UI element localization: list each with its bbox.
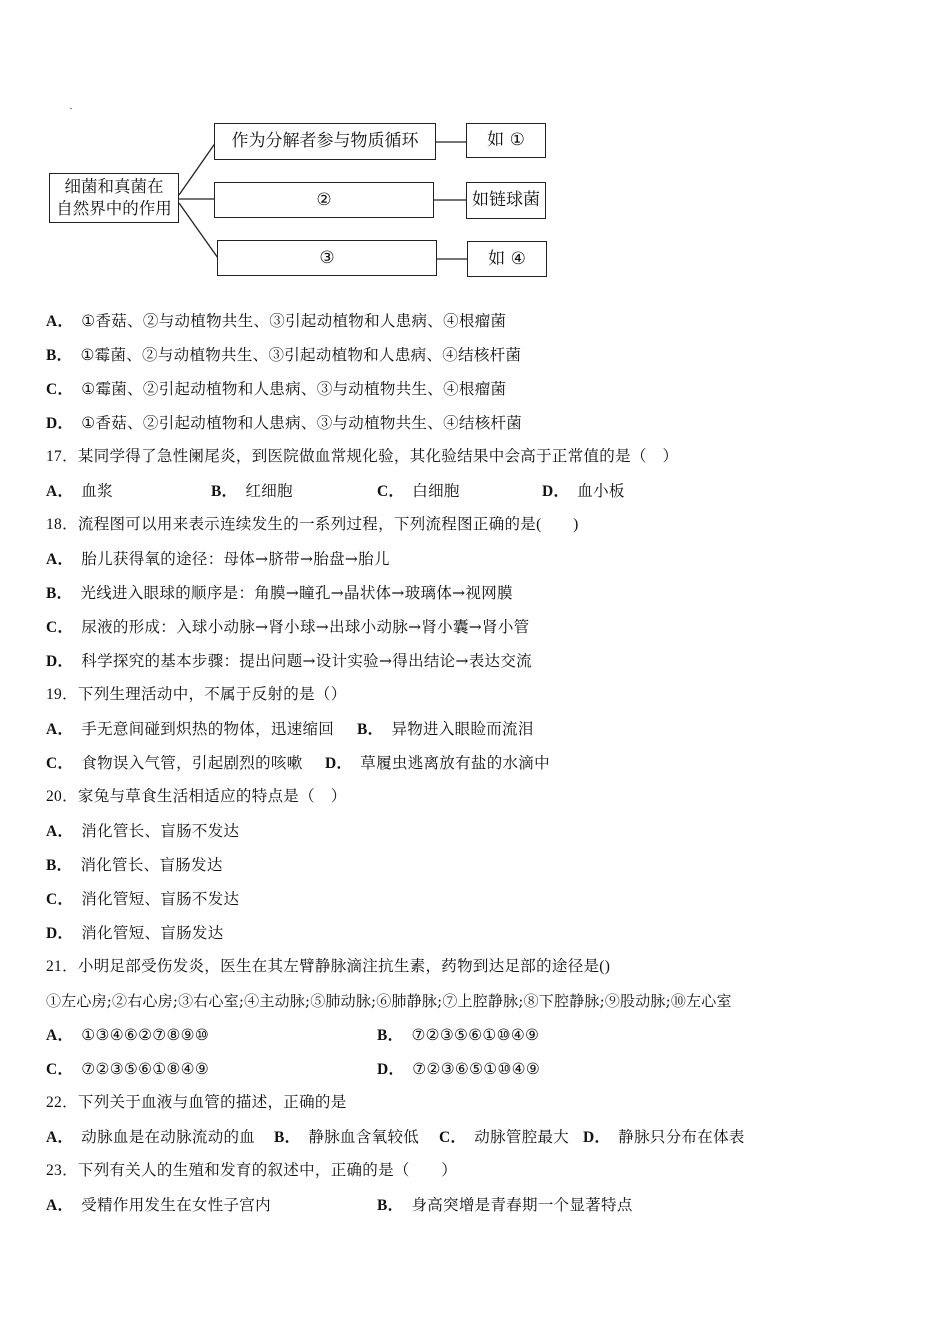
option-text: 消化管长、盲肠发达: [80, 856, 223, 874]
option-label: A．: [46, 1197, 74, 1214]
q16-option-b: [46, 345, 521, 366]
option-label: A．: [46, 313, 74, 330]
option-text: 异物进入眼睑而流泪: [391, 720, 534, 738]
option-text: 身高突增是青春期一个显著特点: [411, 1196, 633, 1214]
option-text: 受精作用发生在女性子宫内: [81, 1196, 271, 1214]
option-label: B．: [377, 1027, 404, 1044]
q19-stem: 19．下列生理活动中，不属于反射的是（）: [46, 686, 347, 703]
branch-role-box-2: [214, 182, 434, 218]
option-text: 血浆: [81, 482, 113, 500]
root-concept-line1: 细菌和真菌在: [64, 177, 164, 196]
option-text: 静脉只分布在体表: [618, 1128, 745, 1146]
q16-option-d: [46, 413, 522, 434]
q23-stem: 23．下列有关人的生殖和发育的叙述中，正确的是（ ）: [46, 1162, 458, 1179]
q21-option-d: [377, 1059, 540, 1080]
option-label: D．: [325, 755, 353, 772]
q20-option-a: [46, 821, 239, 842]
option-label: D．: [46, 653, 74, 670]
branch-example-box-1: [466, 123, 546, 158]
branch-role-box-3: [217, 240, 437, 276]
q21-option-c: [46, 1059, 209, 1080]
option-text: 消化管长、盲肠不发达: [81, 822, 240, 840]
q22-option-d: [583, 1127, 745, 1148]
q20-option-b: [46, 855, 223, 876]
q20-option-c: [46, 889, 239, 910]
branch-example-text: 如链球菌: [472, 190, 540, 211]
option-text: 手无意间碰到炽热的物体，迅速缩回: [81, 720, 335, 738]
option-label: B．: [211, 483, 238, 500]
option-label: B．: [357, 721, 384, 738]
branch-example-box-3: [467, 241, 547, 277]
option-text: ⑦②③⑥⑤①⑩④⑨: [412, 1060, 541, 1078]
option-label: A．: [46, 483, 74, 500]
option-text: 食物误入气管，引起剧烈的咳嗽: [81, 754, 303, 772]
q22-option-a: [46, 1127, 255, 1148]
option-text: 消化管短、盲肠不发达: [81, 890, 240, 908]
q19-option-b: [357, 719, 534, 740]
concept-diagram: [0, 0, 950, 300]
q17-option-a: [46, 481, 113, 502]
q19-option-d: [325, 753, 550, 774]
option-text: 光线进入眼球的顺序是：角膜→瞳孔→晶状体→玻璃体→视网膜: [80, 584, 513, 602]
q16-option-c: [46, 379, 506, 400]
option-label: D．: [377, 1061, 405, 1078]
option-label: A．: [46, 823, 74, 840]
q21-stem: 21．小明足部受伤发炎，医生在其左臂静脉滴注抗生素，药物到达足部的途径是(): [46, 958, 611, 975]
q17-stem: 17．某同学得了急性阑尾炎，到医院做血常规化验，其化验结果中会高于正常值的是（ ）: [46, 448, 679, 465]
option-text: ⑦②③⑤⑥①⑩④⑨: [411, 1026, 540, 1044]
q16-option-a: [46, 311, 506, 332]
option-label: A．: [46, 1129, 74, 1146]
connector-line-1: [179, 142, 216, 195]
branch-example-text: 如 ①: [487, 130, 525, 151]
option-label: B．: [46, 585, 73, 602]
option-text: 血小板: [577, 482, 625, 500]
option-text: 红细胞: [245, 482, 293, 500]
q23-option-b: [377, 1195, 633, 1216]
option-label: C．: [46, 891, 74, 908]
option-label: A．: [46, 1027, 74, 1044]
option-label: A．: [46, 551, 74, 568]
branch-example-text: 如 ④: [488, 248, 526, 269]
option-label: C．: [46, 1061, 74, 1078]
root-concept-box: [49, 173, 179, 223]
option-label: B．: [46, 347, 73, 364]
option-text: ①香菇、②与动植物共生、③引起动植物和人患病、④根瘤菌: [81, 312, 507, 330]
branch-role-text: 作为分解者参与物质循环: [231, 131, 419, 152]
option-text: 草履虫逃离放有盐的水滴中: [360, 754, 550, 772]
option-label: C．: [46, 755, 74, 772]
option-label: C．: [46, 619, 74, 636]
option-label: C．: [377, 483, 405, 500]
option-text: 胎儿获得氧的途径：母体→脐带→胎盘→胎儿: [81, 550, 390, 568]
option-label: D．: [542, 483, 570, 500]
root-concept-line2: 自然界中的作用: [56, 199, 172, 218]
q19-option-c: [46, 753, 303, 774]
q17-option-c: [377, 481, 460, 502]
q21-option-b: [377, 1025, 539, 1046]
q19-option-a: [46, 719, 334, 740]
q20-option-d: [46, 923, 224, 944]
q23-option-a: [46, 1195, 271, 1216]
connector-line-3: [179, 203, 218, 258]
q21-option-a: [46, 1025, 209, 1046]
branch-role-box-1: [214, 123, 436, 160]
option-label: B．: [377, 1197, 404, 1214]
option-label: D．: [46, 415, 74, 432]
q22-option-b: [274, 1127, 419, 1148]
q22-stem: 22．下列关于血液与血管的描述，正确的是: [46, 1094, 347, 1111]
branch-example-box-2: [466, 182, 546, 219]
q17-option-d: [542, 481, 625, 502]
option-text: 动脉管腔最大: [474, 1128, 570, 1146]
option-label: D．: [583, 1129, 611, 1146]
q18-stem: 18．流程图可以用来表示连续发生的一系列过程，下列流程图正确的是( ): [46, 516, 579, 533]
option-text: ①霉菌、②与动植物共生、③引起动植物和人患病、④结核杆菌: [80, 346, 522, 364]
q21-legend: ①左心房;②右心房;③右心室;④主动脉;⑤肺动脉;⑥肺静脉;⑦上腔静脉;⑧下腔静脉;⑨股动脉;⑩左心室: [46, 992, 732, 1010]
q18-option-d: [46, 651, 532, 672]
option-text: ⑦②③⑤⑥①⑧④⑨: [81, 1060, 210, 1078]
q18-option-b: [46, 583, 513, 604]
q20-stem: 20．家兔与草食生活相适应的特点是（ ）: [46, 788, 347, 805]
option-text: 尿液的形成：入球小动脉→肾小球→出球小动脉→肾小囊→肾小管: [81, 618, 530, 636]
option-text: 白细胞: [412, 482, 460, 500]
option-text: ①霉菌、②引起动植物和人患病、③与动植物共生、④根瘤菌: [81, 380, 507, 398]
q17-option-b: [211, 481, 293, 502]
option-label: D．: [46, 925, 74, 942]
branch-role-text: ③: [319, 247, 335, 268]
q18-option-c: [46, 617, 529, 638]
option-text: 静脉血含氧较低: [308, 1128, 420, 1146]
option-label: A．: [46, 721, 74, 738]
option-label: C．: [439, 1129, 467, 1146]
option-label: C．: [46, 381, 74, 398]
option-text: 科学探究的基本步骤：提出问题→设计实验→得出结论→表达交流: [81, 652, 532, 670]
option-text: ①香菇、②引起动植物和人患病、③与动植物共生、④结核杆菌: [81, 414, 523, 432]
option-label: B．: [274, 1129, 301, 1146]
option-text: 动脉血是在动脉流动的血: [81, 1128, 256, 1146]
option-text: ①③④⑥②⑦⑧⑨⑩: [81, 1026, 210, 1044]
q18-option-a: [46, 549, 390, 570]
option-text: 消化管短、盲肠发达: [81, 924, 224, 942]
option-label: B．: [46, 857, 73, 874]
q22-option-c: [439, 1127, 569, 1148]
branch-role-text: ②: [316, 189, 332, 210]
